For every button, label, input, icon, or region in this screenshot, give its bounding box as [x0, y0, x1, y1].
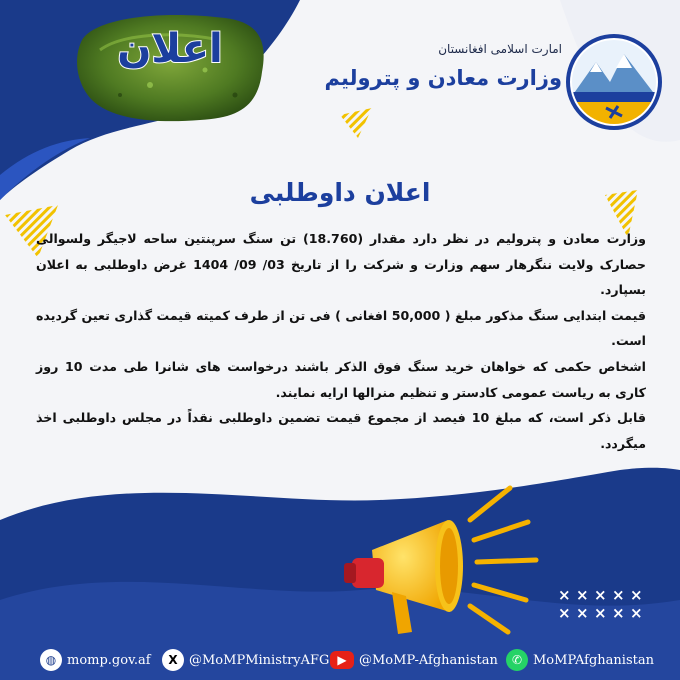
- svg-text:×: ×: [630, 586, 643, 604]
- globe-icon: ◍: [40, 649, 62, 671]
- ministry-logo: [566, 34, 662, 130]
- document-title: اعلان داوطلبی: [249, 178, 431, 207]
- footer-x-account[interactable]: [162, 648, 329, 672]
- paragraph-tender-notice: وزارت معادن و پترولیم در نظر دارد مقدار (18.760) تن سنگ سرپنتین ساحه لاجیگر ولسوالی حصارک ولایت ننگرهار سهم وزارت و شرکت را از تاریخ 03/ 09/ 1404 غرض داوطلبی به اعلان بسپارد.: [36, 231, 646, 298]
- document-body: [36, 226, 646, 456]
- youtube-label: @MoMP-Afghanistan: [359, 652, 498, 668]
- paragraph-applicants: اشخاص حکمی که خواهان خرید سنگ فوق الذکر باشند درخواست های شانرا طی مدت 10 روز کاری به ریاست عمومی کادستر و تنظیم منرالها ارایه نمایند.: [36, 358, 646, 400]
- x-handle-label: @MoMPMinistryAFG: [189, 652, 330, 668]
- svg-text:×: ×: [576, 604, 589, 622]
- svg-text:×: ×: [558, 604, 571, 622]
- footer-website[interactable]: [40, 648, 151, 672]
- paragraph-starting-price: قیمت ابتدایی سنگ مذکور مبلغ ( 50,000 افغانی ) فی تن از طرف کمیته قیمت گذاری تعین گردیده است.: [36, 307, 646, 349]
- header-subtitle: امارت اسلامی افغانستان: [438, 42, 562, 56]
- whatsapp-label: MoMPAfghanistan: [533, 652, 654, 668]
- footer-whatsapp[interactable]: [506, 648, 654, 672]
- x-logo-icon: X: [162, 649, 184, 671]
- paragraph-guarantee: قابل ذکر است، که مبلغ 10 فیصد از مجموع قیمت تضمین داوطلبی نقداً در مجلس داوطلبی اخذ میگردد.: [36, 410, 646, 451]
- announcement-badge: اعلان: [117, 26, 223, 72]
- website-label: momp.gov.af: [67, 652, 151, 668]
- svg-text:×: ×: [594, 586, 607, 604]
- svg-text:×: ×: [594, 604, 607, 622]
- footer-youtube[interactable]: [330, 648, 498, 672]
- header-title: وزارت معادن و پترولیم: [324, 66, 562, 90]
- footer-bar: [0, 640, 680, 680]
- svg-text:×: ×: [630, 604, 643, 622]
- svg-text:×: ×: [612, 586, 625, 604]
- svg-text:×: ×: [558, 586, 571, 604]
- youtube-icon: ▶: [330, 651, 354, 669]
- svg-text:×: ×: [576, 586, 589, 604]
- svg-text:×: ×: [612, 604, 625, 622]
- whatsapp-icon: ✆: [506, 649, 528, 671]
